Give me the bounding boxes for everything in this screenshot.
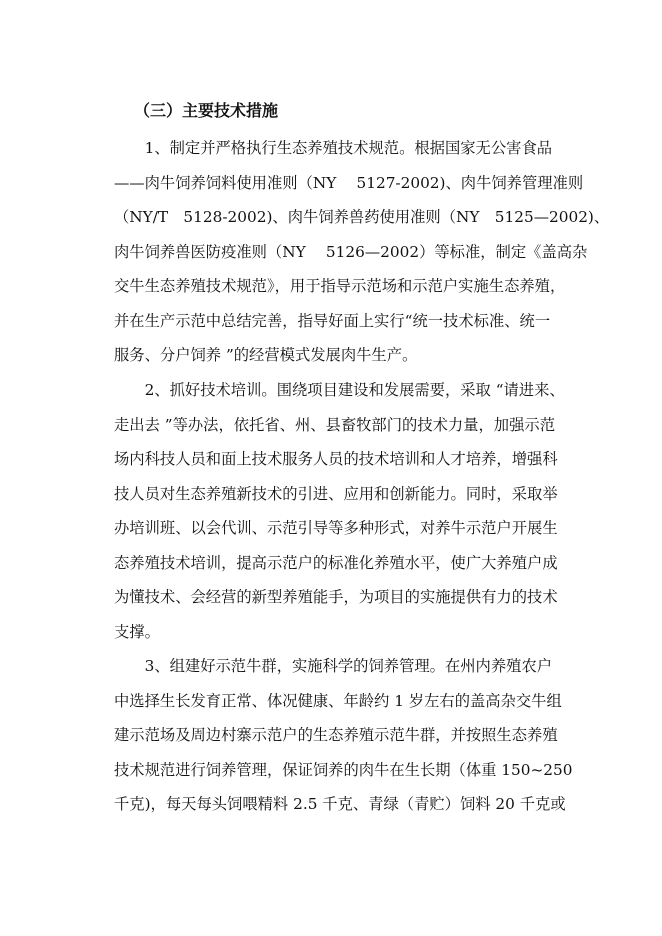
paragraph-line: 场内科技人员和面上技术服务人员的技术培训和人才培养，增强科: [114, 450, 558, 468]
paragraph-line: 建示范场及周边村寨示范户的生态养殖示范牛群，并按照生态养殖: [114, 726, 558, 744]
paragraph-line: 技术规范进行饲养管理，保证饲养的肉牛在生长期（体重 150~250: [114, 761, 573, 779]
paragraph-line: 1、制定并严格执行生态养殖技术规范。根据国家无公害食品: [114, 139, 553, 157]
paragraph-line: 交牛生态养殖技术规范》，用于指导示范场和示范户实施生态养殖，: [114, 277, 566, 295]
section-heading: （三）主要技术措施: [134, 101, 279, 120]
paragraph-line: 中选择生长发育正常、体况健康、年龄约 1 岁左右的盖高杂交牛组: [114, 692, 562, 710]
paragraph-line: 技人员对生态养殖新技术的引进、应用和创新能力。同时，采取举: [114, 485, 558, 503]
paragraph-line: 走出去 ”等办法，依托省、州、县畜牧部门的技术力量，加强示范: [114, 416, 555, 434]
paragraph-line: 3、组建好示范牛群，实施科学的饲养管理。在州内养殖农户: [114, 657, 553, 675]
paragraph-line: 2、抓好技术培训。围绕项目建设和发展需要，采取 “请进来、: [114, 381, 565, 399]
paragraph-line: 办培训班、以会代训、示范引导等多种形式，对养牛示范户开展生: [114, 519, 558, 537]
paragraph-line: 服务、分户饲养 ”的经营模式发展肉牛生产。: [114, 346, 418, 364]
paragraph-line: 为懂技术、会经营的新型养殖能手，为项目的实施提供有力的技术: [114, 588, 558, 606]
paragraph-line: 肉牛饲养兽医防疫准则（NY 5126—2002）等标准，制定《盖高杂: [114, 243, 588, 261]
paragraph-line: （NY/T 5128-2002)、肉牛饲养兽药使用准则（NY 5125—2002)、: [114, 208, 610, 226]
paragraph-line: 态养殖技术培训，提高示范户的标准化养殖水平，使广大养殖户成: [114, 554, 558, 572]
paragraph-line: 并在生产示范中总结完善，指导好面上实行“统一技术标准、统一: [114, 312, 551, 330]
paragraph-line: 千克)，每天每头饲喂精料 2.5 千克、青绿（青贮）饲料 20 千克或: [114, 795, 566, 813]
paragraph-line: 支撑。: [114, 623, 160, 641]
paragraph-line: ——肉牛饲养饲料使用准则（NY 5127-2002)、肉牛饲养管理准则: [114, 174, 584, 192]
